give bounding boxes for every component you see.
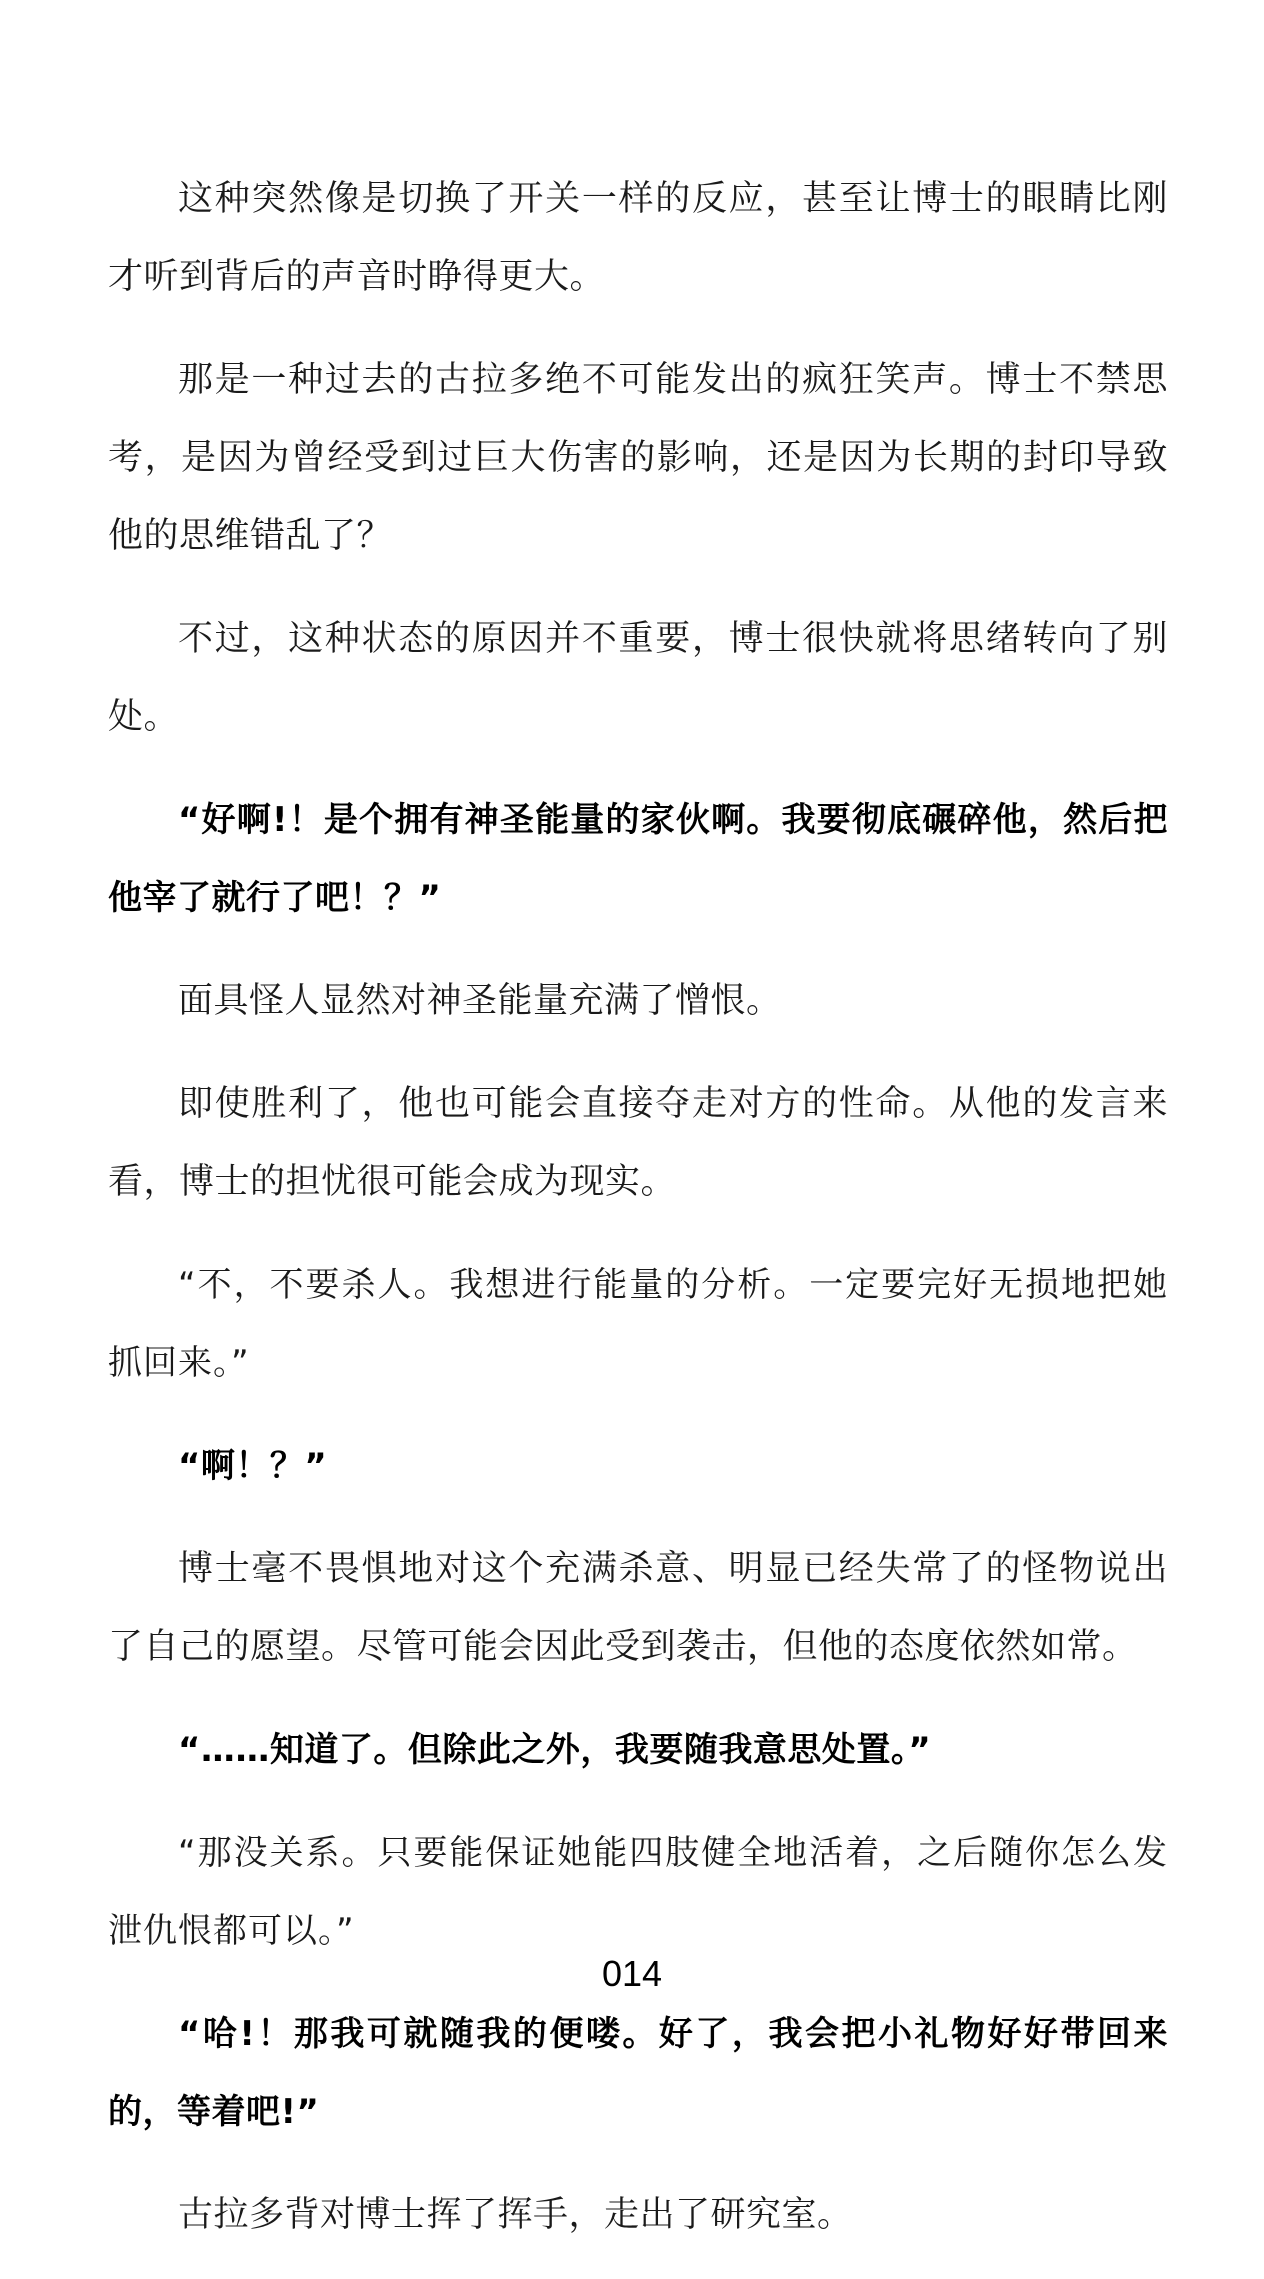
dialogue-line-bold: “好啊!！是个拥有神圣能量的家伙啊。我要彻底碾碎他，然后把他宰了就行了吧！？” [108,800,1168,918]
paragraph: 不过，这种状态的原因并不重要，博士很快就将思绪转向了别处。 [108,619,1168,737]
paragraph: 这种突然像是切换了开关一样的反应，甚至让博士的眼睛比刚才听到背后的声音时睁得更大。 [108,179,1168,297]
page-number: 014 [601,1953,663,1994]
dialogue-line: “不，不要杀人。我想进行能量的分析。一定要完好无损地把她抓回来。” [108,1265,1168,1383]
paragraph: 那是一种过去的古拉多绝不可能发出的疯狂笑声。博士不禁思考，是因为曾经受到过巨大伤害的影响，还是因为长期的封印导致他的思维错乱了？ [108,360,1168,556]
paragraph: 面具怪人显然对神圣能量充满了憎恨。 [178,981,782,1021]
dialogue-line-bold: “啊！？” [178,1446,328,1486]
paragraph: 即使胜利了，他也可能会直接夺走对方的性命。从他的发言来看，博士的担忧很可能会成为现实。 [108,1084,1168,1202]
dialogue-line-bold: “哈!！那我可就随我的便喽。好了，我会把小礼物好好带回来的，等着吧!” [108,2014,1168,2132]
dialogue-line-bold: “……知道了。但除此之外，我要随我意思处置。” [178,1730,932,1770]
paragraph: 古拉多背对博士挥了挥手，走出了研究室。 [178,2195,853,2235]
paragraph: 博士毫不畏惧地对这个充满杀意、明显已经失常了的怪物说出了自己的愿望。尽管可能会因此受到袭击，但他的态度依然如常。 [108,1549,1168,1667]
dialogue-line: “那没关系。只要能保证她能四肢健全地活着，之后随你怎么发泄仇恨都可以。” [108,1833,1168,1951]
